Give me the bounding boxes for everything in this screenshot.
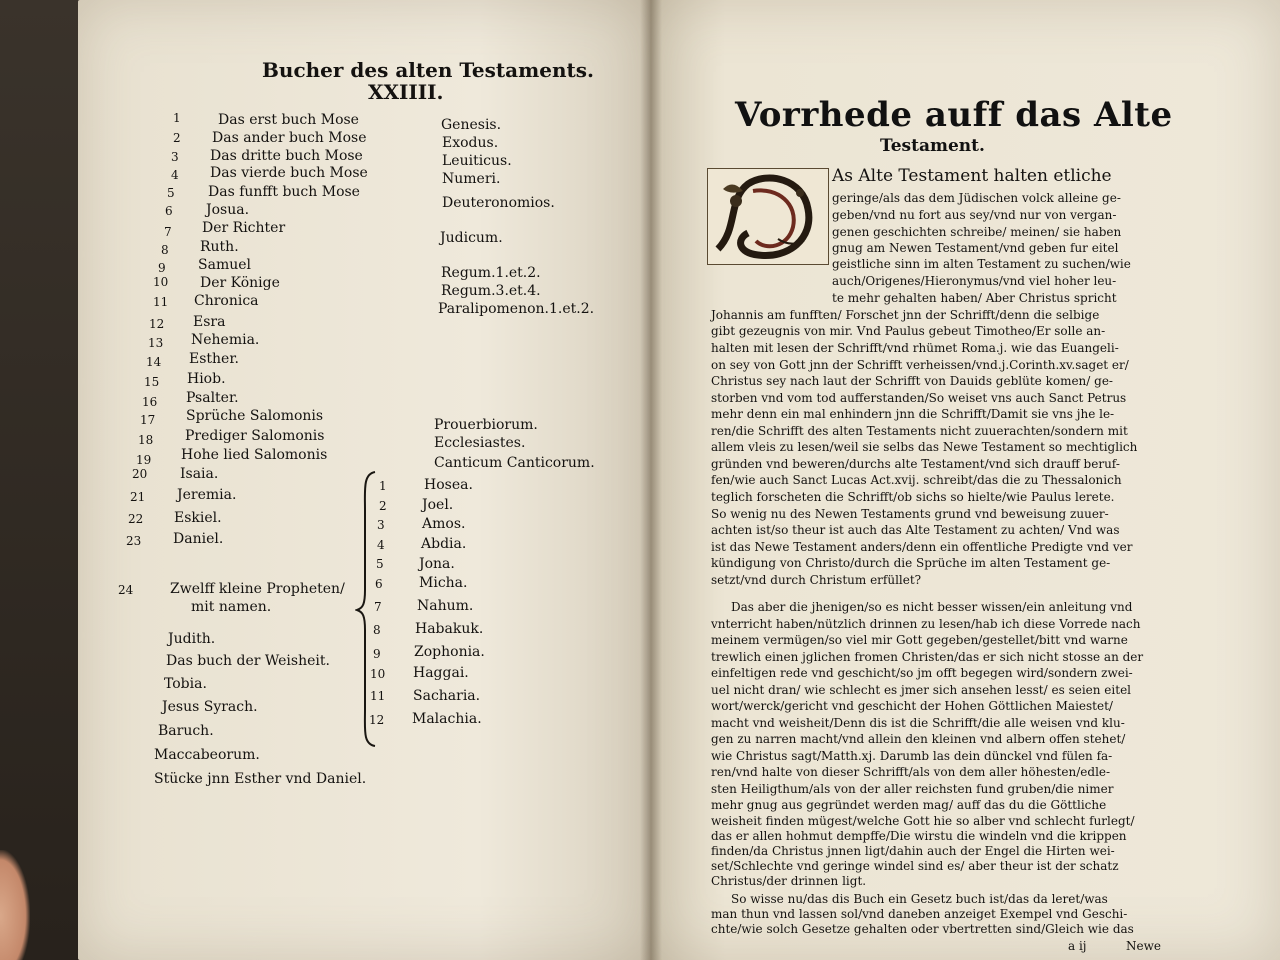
- latin-name: Regum.1.et.2.: [441, 265, 541, 281]
- book-name: Psalter.: [186, 390, 239, 406]
- preface-title: Vorrhede auff das Alte: [735, 95, 1173, 135]
- prophet-number: 5: [376, 557, 384, 571]
- book-name: Ruth.: [200, 239, 239, 255]
- text-line: vnterricht haben/nützlich drinnen zu lesen/hab ich diese Vorrede nach: [711, 617, 1141, 631]
- prophet-number: 3: [377, 518, 385, 532]
- prophet-name: Joel.: [422, 497, 454, 513]
- preface-subtitle: Testament.: [880, 136, 985, 156]
- book-number: 18: [138, 433, 154, 447]
- prophet-number: 11: [370, 689, 386, 703]
- text-line: kündigung von Christo/durch die Sprüche im alten Testament ge-: [711, 556, 1111, 570]
- text-line: das er allen hohmut dempffe/Die wirstu die windeln vnd die krippen: [711, 829, 1127, 843]
- latin-name: Canticum Canticorum.: [434, 455, 595, 471]
- text-line: wort/werck/gericht vnd geschicht der Hohen Göttlichen Maiestet/: [711, 699, 1113, 713]
- book-name: Zwelff kleine Propheten/: [170, 581, 345, 597]
- book-name: Das ander buch Mose: [212, 130, 367, 146]
- prophet-number: 2: [379, 499, 387, 513]
- prophet-name: Zophonia.: [414, 644, 485, 660]
- text-line: teglich forscheten die Schrifft/ob sichs so hielte/wie Paulus lerete.: [711, 490, 1115, 504]
- book-number: 16: [142, 395, 158, 409]
- text-line: Christus sey nach laut der Schrifft von Dauids geblüte komen/ ge-: [711, 374, 1113, 388]
- book-name: Prediger Salomonis: [185, 428, 325, 444]
- text-line: Johannis am funfften/ Forschet jnn der Schrifft/denn die selbige: [711, 308, 1100, 322]
- book-number: 19: [136, 453, 152, 467]
- text-line: chte/wie solch Gesetze gehalten oder vbertretten sind/Gleich wie das: [711, 922, 1134, 936]
- text-line: te mehr gehalten haben/ Aber Christus spricht: [832, 291, 1117, 305]
- prophet-name: Jona.: [419, 556, 455, 572]
- prophet-number: 1: [379, 479, 387, 493]
- text-line: geistliche sinn im alten Testament zu suchen/wie: [832, 257, 1131, 271]
- apocrypha-book: Maccabeorum.: [154, 747, 260, 763]
- text-line: set/Schlechte vnd geringe windel sind es/ aber theur ist der schatz: [711, 859, 1119, 873]
- text-line: sten Heiligthum/als von der aller reichsten fund gruben/die nimer: [711, 782, 1114, 796]
- apocrypha-book: Stücke jnn Esther vnd Daniel.: [154, 771, 367, 787]
- text-line: genen geschichten schreibe/ meinen/ sie haben: [832, 225, 1122, 239]
- book-name: mit namen.: [191, 599, 272, 615]
- text-line: setzt/vnd durch Christum erfüllet?: [711, 573, 922, 587]
- prophet-name: Micha.: [419, 575, 468, 591]
- book-number: 6: [165, 204, 173, 218]
- book-number: 17: [140, 413, 156, 427]
- text-line: gnug am Newen Testament/vnd geben fur eitel: [832, 241, 1119, 255]
- prophet-name: Sacharia.: [413, 688, 481, 704]
- book-name: Esther.: [189, 351, 239, 367]
- book-name: Das funfft buch Mose: [208, 184, 360, 200]
- latin-name: Deuteronomios.: [442, 195, 555, 211]
- text-line: geringe/als das dem Jüdischen volck alleine ge-: [832, 191, 1121, 205]
- book-name: Samuel: [198, 257, 251, 273]
- book-number: 21: [130, 490, 146, 504]
- prophet-name: Nahum.: [417, 598, 474, 614]
- apocrypha-book: Das buch der Weisheit.: [166, 653, 330, 669]
- prophet-number: 6: [375, 577, 383, 591]
- latin-name: Prouerbiorum.: [434, 417, 538, 433]
- book-number: 5: [167, 186, 175, 200]
- book-name: Daniel.: [173, 531, 224, 547]
- text-line: Das aber die jhenigen/so es nicht besser wissen/ein anleitung vnd: [731, 600, 1133, 614]
- book-name: Das dritte buch Mose: [210, 148, 363, 164]
- text-line: Christus/der drinnen ligt.: [711, 874, 867, 888]
- apocrypha-book: Jesus Syrach.: [162, 699, 258, 715]
- book-name: Esra: [193, 314, 226, 330]
- text-line: ren/vnd halte von dieser Schrifft/als von dem aller höhesten/edle-: [711, 765, 1111, 779]
- text-line: gen zu narren macht/vnd allein den kleinen vnd albern offen stehet/: [711, 732, 1126, 746]
- book-name: Jeremia.: [177, 487, 237, 503]
- text-line: ren/die Schrifft des alten Testaments nicht zuuerachten/sondern mit: [711, 424, 1128, 438]
- apocrypha-book: Tobia.: [164, 676, 207, 692]
- book-name: Der Richter: [202, 220, 286, 236]
- prophet-name: Habakuk.: [415, 621, 484, 637]
- text-line: uel nicht dran/ wie schlecht es jmer sich ansehen lesst/ es seien eitel: [711, 683, 1132, 697]
- text-line: mehr denn ein mal enhindern jnn die Schrifft/Damit sie vns jhe le-: [711, 407, 1115, 421]
- text-line: trewlich einen jglichen fromen Christen/das er sich nicht stosse an der: [711, 650, 1144, 664]
- latin-name: Regum.3.et.4.: [441, 283, 541, 299]
- text-line: halten mit lesen der Schrifft/vnd rhümet Roma.j. wie das Euangeli-: [711, 341, 1119, 355]
- apocrypha-book: Judith.: [168, 631, 216, 647]
- text-line: fen/wie auch Sanct Lucas Act.xvij. schreibt/das die zu Thessalonich: [711, 473, 1122, 487]
- book-name: Hohe lied Salomonis: [181, 447, 328, 463]
- book-name: Chronica: [194, 293, 259, 309]
- text-line: einfeltigen rede vnd geschicht/so jm offt begegen wird/sondern zwei-: [711, 666, 1133, 680]
- prophet-number: 9: [373, 647, 381, 661]
- text-line: wie Christus sagt/Matth.xj. Darumb las dein dünckel vnd fülen fa-: [711, 749, 1113, 763]
- text-line: weisheit finden mügest/welche Gott hie so alber vnd schlecht furlegt/: [711, 814, 1135, 828]
- text-line: meinem vermügen/so viel mir Gott gegeben/gestellet/bitt vnd warne: [711, 633, 1128, 647]
- book-name: Sprüche Salomonis: [186, 408, 324, 424]
- text-line: achten ist/so theur ist auch das Alte Testament zu achten/ Vnd was: [711, 523, 1120, 537]
- book-number: 14: [146, 355, 162, 369]
- text-line: ist das Newe Testament anders/denn ein offentliche Predigte vnd ver: [711, 540, 1133, 554]
- text-line: on sey von Gott jnn der Schrifft verheissen/vnd.j.Corinth.xv.saget er/: [711, 358, 1129, 372]
- book-number: 2: [173, 131, 181, 145]
- book-number: 8: [161, 243, 169, 257]
- prophet-name: Hosea.: [424, 477, 473, 493]
- book-name: Hiob.: [187, 371, 226, 387]
- text-line: gründen vnd beweren/durchs alte Testament/vnd sich drauff beruf-: [711, 457, 1120, 471]
- latin-name: Judicum.: [440, 230, 503, 246]
- book-name: Der Könige: [200, 275, 280, 291]
- book-number: 10: [153, 275, 169, 289]
- book-number: 22: [128, 512, 144, 526]
- latin-name: Leuiticus.: [442, 153, 512, 169]
- prophet-name: Abdia.: [421, 536, 467, 552]
- text-line: As Alte Testament halten etliche: [832, 166, 1112, 186]
- text-line: So wenig nu des Newen Testaments grund vnd beweisung zuuer-: [711, 507, 1109, 521]
- text-line: auch/Origenes/Hieronymus/vnd viel hoher leu-: [832, 274, 1117, 288]
- book-name: Nehemia.: [191, 332, 260, 348]
- book-name: Das erst buch Mose: [218, 112, 359, 128]
- book-number: 3: [171, 150, 179, 164]
- latin-name: Ecclesiastes.: [434, 435, 526, 451]
- catchword: Newe: [1126, 939, 1161, 953]
- book-number: 7: [164, 225, 172, 239]
- prophet-number: 8: [373, 623, 381, 637]
- book-name: Eskiel.: [174, 510, 222, 526]
- text-line: storben vnd vom tod aufferstanden/So weiset vns auch Sanct Petrus: [711, 391, 1127, 405]
- prophet-number: 12: [369, 713, 385, 727]
- book-gutter: [640, 0, 662, 960]
- book-number: 23: [126, 534, 142, 548]
- text-line: man thun vnd lassen sol/vnd daneben anzeiget Exempel vnd Geschi-: [711, 907, 1128, 921]
- book-name: Isaia.: [180, 466, 219, 482]
- book-name: Josua.: [206, 202, 250, 218]
- latin-name: Numeri.: [442, 171, 501, 187]
- prophet-name: Haggai.: [413, 665, 469, 681]
- book-number: 20: [132, 467, 148, 481]
- latin-name: Paralipomenon.1.et.2.: [438, 301, 595, 317]
- book-number: 11: [153, 295, 169, 309]
- text-line: mehr gnug aus gegründet werden mag/ auff das du die Göttliche: [711, 798, 1107, 812]
- book-number: 9: [158, 261, 166, 275]
- text-line: allem vleis zu lesen/weil sie selbs das Newe Testament so mechtiglich: [711, 440, 1138, 454]
- book-number: 13: [148, 336, 164, 350]
- text-line: macht vnd weisheit/Denn dis ist die Schrifft/die alle weisen vnd klu-: [711, 716, 1125, 730]
- prophet-number: 7: [374, 600, 382, 614]
- prophet-number: 4: [377, 538, 385, 552]
- book-name: Das vierde buch Mose: [210, 165, 368, 181]
- book-number: 12: [149, 317, 165, 331]
- text-line: So wisse nu/das dis Buch ein Gesetz buch ist/das da leret/was: [731, 892, 1108, 906]
- prophet-name: Amos.: [422, 516, 466, 532]
- book-number: 15: [144, 375, 160, 389]
- left-heading: Bucher des alten Testaments.: [262, 58, 595, 82]
- latin-name: Exodus.: [442, 135, 499, 151]
- signature-mark: a ij: [1068, 939, 1087, 953]
- latin-name: Genesis.: [441, 117, 502, 133]
- decorated-initial-d: [707, 168, 829, 265]
- text-line: geben/vnd nu fort aus sey/vnd nur von vergan-: [832, 208, 1117, 222]
- book-number: 24: [118, 583, 134, 597]
- apocrypha-book: Baruch.: [158, 723, 214, 739]
- book-number: 4: [171, 168, 179, 182]
- folio-number: XXIIII.: [368, 80, 444, 104]
- thumb: [0, 850, 30, 960]
- book-number: 1: [173, 111, 181, 125]
- text-line: gibt gezeugnis von mir. Vnd Paulus gebeut Timotheo/Er solle an-: [711, 324, 1106, 338]
- text-line: finden/da Christus jnnen ligt/dahin auch der Engel die Hirten wei-: [711, 844, 1115, 858]
- prophet-number: 10: [370, 667, 386, 681]
- prophet-name: Malachia.: [412, 711, 482, 727]
